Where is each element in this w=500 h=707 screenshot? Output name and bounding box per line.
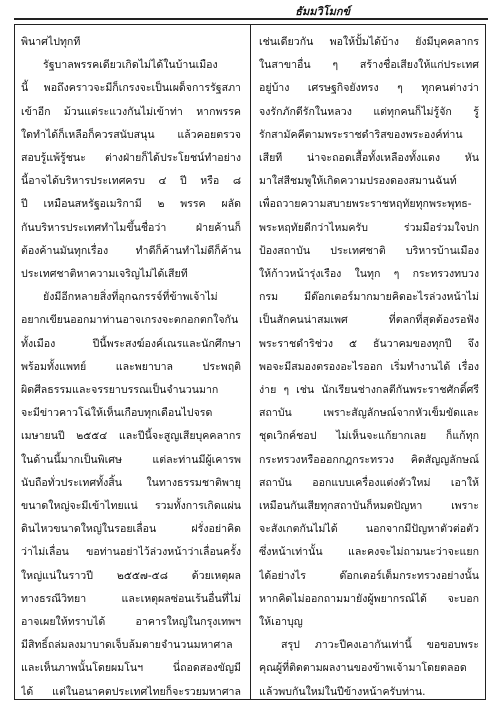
text-line: จงรักภักดีรักในหลวง แต่ทุกคนก็ไม่รู้จัก รู้ xyxy=(259,105,479,118)
text-line: ง่าย ๆ เช่น นักเรียนช่างกลตีกันพระราชศักดิ์ศรี xyxy=(259,384,479,397)
text-line: สอบรู้แพ้รู้ชนะ ต่างฝ่ายก็ได้ประโยชน์ทำอย่าง xyxy=(21,152,241,165)
text-line: กรม มีด๊อกเตอร์มากมายคิดอะไรล่วงหน้าไม่ xyxy=(259,291,479,304)
text-line: กันบริหารประเทศทำไมขึ้นชื่อว่า ฝ่ายค้านก็ xyxy=(21,221,241,234)
text-line: เข้าอีก ม้วนแต่ระแวงกันไม่เข้าท่า หากพรรค xyxy=(21,105,241,118)
text-line: เป็นสักคนน่าสมเพศ ที่ตลกที่สุดต้องรอฟัง xyxy=(259,314,479,327)
right-column xyxy=(259,31,479,704)
text-line: พระหฤทัยดีกว่าไหมครับ ร่วมมือร่วมใจปก xyxy=(259,221,479,234)
text-line: เพื่อถวายความสบายพระราชหฤทัยทุกพระพุทธ- xyxy=(259,198,472,211)
text-line: ในสาขาอื่น ๆ สร้างชื่อเสียงให้แก่ประเทศ xyxy=(259,59,479,72)
text-line: จะมีข่าวคาวโฉ่ให้เห็นเกือบทุกเดือนไปจรด xyxy=(21,407,213,420)
text-line: ชุดเวิกค์ชอป ไม่เห็นจะแก้ยากเลย ก็แก้ทุก xyxy=(259,430,479,443)
text-line: พินาศไปทุกที xyxy=(21,36,81,48)
text-line: ผิดศีลธรรมและจรรยาบรรณเป็นจำนวนมาก xyxy=(21,384,219,397)
text-line: หากคิดไม่ออกถามมายังผู้พยากรณ์ได้ จะบอก xyxy=(259,592,479,605)
header-rule xyxy=(14,18,488,20)
text-line: ซึ่งหน้าเท่านั้น และคงจะไม่ถามนะว่าจะแยก xyxy=(259,546,479,559)
left-column xyxy=(21,31,241,704)
text-line: พอจะมีสมองตรองอะไรออก เริ่มทำงานได้ เรื่อง xyxy=(259,360,479,373)
text-line: รักสามัคคีตามพระราชดำริสของพระองค์ท่าน xyxy=(259,128,463,141)
text-line: พระราชดำริช่วง ๕ ธันวาคมของทุกปี จึง xyxy=(259,337,479,350)
text-line: ให้ก้าวหน้ารุ่งเรือง ในทุก ๆ กระทรวงทบวง xyxy=(259,268,479,281)
text-line: ป้องสถาบัน ประเทศชาติ บริหารบ้านเมือง xyxy=(259,244,479,257)
text-line: จะสังเกตกันไม่ได้ นอกจากมีปัญหาตัวต่อตัว xyxy=(259,523,479,536)
text-line: ทั้งเมือง ปีนี้พระสงฆ์องค์เณรและนักศึกษา xyxy=(21,337,241,350)
text-line: ต้องค้านมันทุกเรื่อง ทำดีก็ค้านทำไม่ดีก็ค้าน xyxy=(21,244,241,257)
text-line: เหมือนกันเสียทุกสถาบันก็หมดปัญหา เพราะ xyxy=(259,500,479,513)
text-line: ว่าไม่เลื่อน ขอท่านอย่าไว้ล่วงหน้าว่าเลื่อนครั้ง xyxy=(21,546,241,559)
text-line: ทางธรณีวิทยา และเหตุผลซ่อนเร้นอื่นที่ไม่ xyxy=(21,592,241,605)
text-line: สถาบัน ออกแบบเครื่องแต่งตัวใหม่ เอาให้ xyxy=(259,476,479,489)
text-line: ได้อย่างไร ด๊อกเตอร์เต็มกระทรวงอย่างนั้น xyxy=(259,569,479,582)
text-line: อาจเผยให้ทราบได้ อาคารใหญ่ในกรุงเทพฯ xyxy=(21,616,241,629)
text-line: มาใส่สีชมพูให้เกิดความปรองดองสมานฉันท์ xyxy=(259,175,457,188)
text-line: ได้ แต่ในอนาคตประเทศไทยก็จะรวยมหาศาล xyxy=(21,685,241,698)
text-line: กระทรวงหรือออกกฎกระทรวง คิดสัญญลักษณ์ xyxy=(259,453,479,466)
text-line: ดินไหวขนาดใหญ่ในรอยเลื่อน ฝรั่งอย่าคิด xyxy=(21,523,241,536)
text-line: รัฐบาลพรรคเดียวเกิดไม่ได้ในบ้านเมือง xyxy=(43,59,218,72)
text-line: ในด้านนี้มากเป็นพิเศษ แต่ละท่านมีผู้เคารพ xyxy=(21,453,241,466)
text-line: เช่นเดียวกัน พอให้ปั้มได้บ้าง ยังมีบุคคลากร xyxy=(259,36,479,48)
text-line: นับถือทั่วประเทศทั้งสิ้น ในทางธรรมชาติพายุ xyxy=(21,476,241,489)
text-line: แล้วพบกันใหม่ในปีข้างหน้าครับท่าน. xyxy=(259,685,426,698)
text-line: อยู่บ้าง เศรษฐกิจยังทรง ๆ ทุกคนต่างว่า xyxy=(259,82,479,95)
column-divider xyxy=(250,25,251,699)
text-line: ยังมีอีกหลายสิ่งที่อุกฉกรรจ์ที่ข้าพเจ้าไม่ xyxy=(43,291,218,304)
text-line: นี้ พอถึงคราวจะมีก็เกรงจะเป็นเผด็จการรัฐสภา xyxy=(21,82,241,95)
text-line: นี้อาจได้บริหารประเทศครบ ๔ ปี หรือ ๘ xyxy=(21,175,241,188)
text-line: อยากเขียนออกมาท่านอาจเกรงจะตกอกตกใจกัน xyxy=(21,314,239,327)
text-line: สถาบัน เพราะสัญลักษณ์จากหัวเข็มขัดและ xyxy=(259,407,479,420)
text-line: ใหญ่แน่ในราวปี ๒๕๕๗-๕๘ ด้วยเหตุผล xyxy=(21,569,241,582)
text-line: ใดทำได้ก็เหลือก็ควรสนับสนุน แล้วคอยตรวจ xyxy=(21,128,241,141)
text-line: ขนาดใหญ่จะมีเข้าไทยแน่ รวมทั้งการเกิดแผ่น xyxy=(21,500,241,513)
text-line: สรุป ภาวะปีคงเอากันเท่านี้ ขอขอบพระ xyxy=(281,639,479,652)
text-line: ประเทศชาติหาความเจริญไม่ได้เสียที xyxy=(21,268,188,281)
page-header xyxy=(0,0,500,22)
text-line: ให้เอาบุญ xyxy=(259,616,303,629)
text-line: ปี เหมือนสหรัฐอเมริกามี ๒ พรรค ผลัด xyxy=(21,198,241,211)
text-line: คุณผู้ที่ติดตามผลงานของข้าพเจ้ามาโดยตลอด xyxy=(259,662,467,675)
text-line: และเห็นภาพนั้นโดยผมโนฯ นี่ถอดสองขัญมี xyxy=(21,662,241,675)
text-line: มีสิทธิ์ถล่มลงมาบาดเจ็บล้มตายจำนวนมหาศาล xyxy=(21,639,233,652)
text-line: เมษายนปี ๒๕๕๔ และปีนี้จะสูญเสียบุคคลากร xyxy=(21,430,241,443)
text-frame xyxy=(14,24,486,700)
text-line: เสียที น่าจะถอดเสื้อทั้งเหลืองทั้งแดง หัน xyxy=(259,152,479,165)
text-line: พร้อมทั้งแพทย์ และพยาบาล ประพฤติ xyxy=(21,360,241,373)
running-title: ธัมมวิโมกข์ xyxy=(295,5,350,18)
